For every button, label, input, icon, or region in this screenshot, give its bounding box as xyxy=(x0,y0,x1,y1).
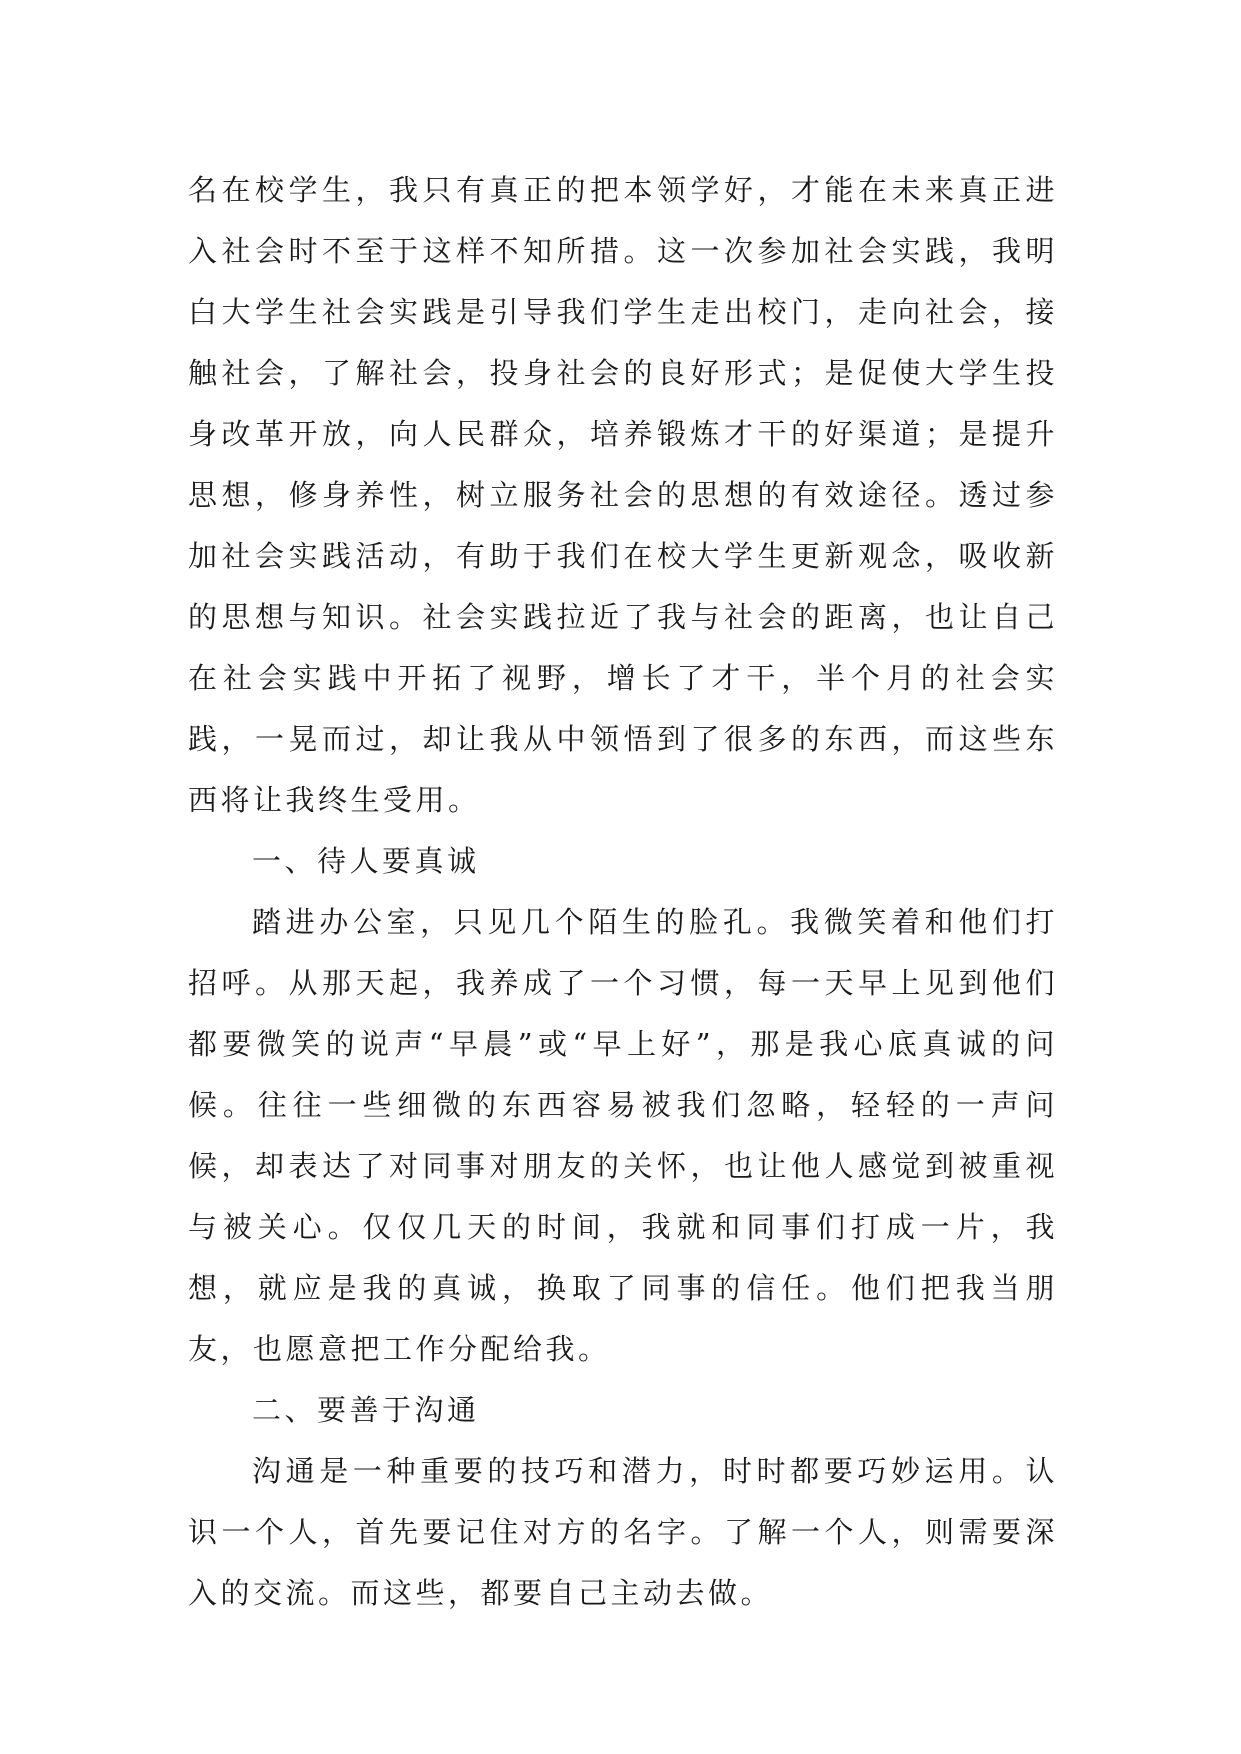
section-heading-communication: 二、要善于沟通 xyxy=(252,1393,480,1427)
document-body xyxy=(188,160,1058,1624)
paragraph-communication: 沟通是一种重要的技巧和潜力，时时都要巧妙运用。认识一个人，首先要记住对方的名字。了解一个人，则需要深入的交流。而这些，都要自己主动去做。 xyxy=(188,1454,1058,1610)
paragraph-sincerity: 踏进办公室，只见几个陌生的脸孔。我微笑着和他们打招呼。从那天起，我养成了一个习惯，每一天早上见到他们都要微笑的说声“早晨”或“早上好”，那是我心底真诚的问候。往往一些细微的东西容易被我们忽略，轻轻的一声问候，却表达了对同事对朋友的关怀，也让他人感觉到被重视与被关心。仅仅几天的时间，我就和同事们打成一片，我想，就应是我的真诚，换取了同事的信任。他们把我当朋友，也愿意把工作分配给我。 xyxy=(188,905,1058,1366)
paragraph-intro: 名在校学生，我只有真正的把本领学好，才能在未来真正进入社会时不至于这样不知所措。这一次参加社会实践，我明白大学生社会实践是引导我们学生走出校门，走向社会，接触社会，了解社会，投身社会的良好形式；是促使大学生投身改革开放，向人民群众，培养锻炼才干的好渠道；是提升思想，修身养性，树立服务社会的思想的有效途径。透过参加社会实践活动，有助于我们在校大学生更新观念，吸收新的思想与知识。社会实践拉近了我与社会的距离，也让自己在社会实践中开拓了视野，增长了才干，半个月的社会实践，一晃而过，却让我从中领悟到了很多的东西，而这些东西将让我终生受用。 xyxy=(188,173,1058,817)
section-heading-sincerity: 一、待人要真诚 xyxy=(252,844,480,878)
